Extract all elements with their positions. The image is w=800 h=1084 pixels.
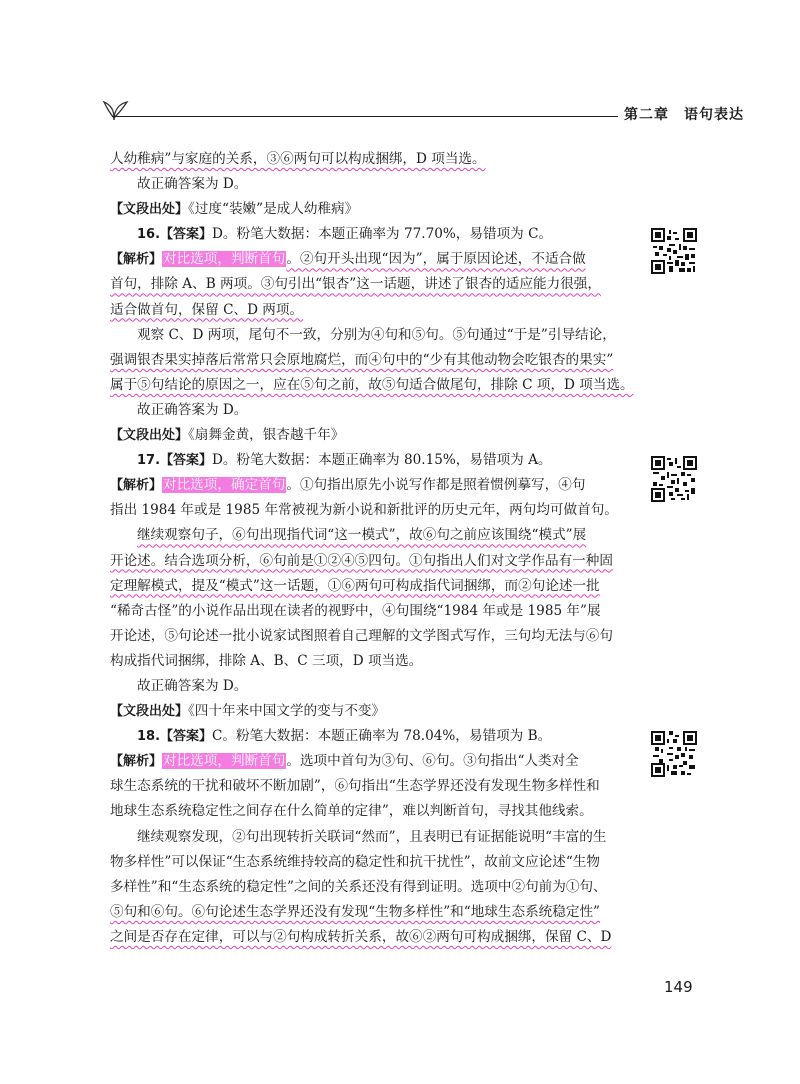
page-header <box>0 96 800 126</box>
text-line <box>110 850 640 875</box>
text-span: 。②句开头出现“因为”，属于原因论述，不适合做 <box>286 251 586 268</box>
text-line <box>110 624 640 649</box>
qr-code-icon[interactable] <box>651 228 697 274</box>
highlight-tag: 对比选项，判断首句 <box>163 753 286 770</box>
highlight-tag: 对比选项，判断首句 <box>163 251 286 268</box>
text-span: 构成指代词捆绑，排除 A、B、C 三项，D 项当选。 <box>110 652 423 669</box>
analysis-line <box>110 473 640 498</box>
source-title: 《扇舞金黄，银杏越千年》 <box>188 427 345 444</box>
text-line <box>110 549 640 574</box>
analysis-line <box>110 247 640 272</box>
text-span: 属于⑤句结论的原因之一，应在⑤句之前，故⑤句适合做尾句，排除 C 项，D 项当选。 <box>110 376 634 393</box>
text-line <box>110 825 640 850</box>
text-span: 。选项中首句为③句、⑥句。③句指出“人类对全 <box>286 753 579 770</box>
text-line <box>110 398 640 423</box>
text-span: 首句，排除 A、B 两项。③句引出“银杏”这一话题，讲述了银杏的适应能力很强， <box>110 276 601 293</box>
text-span: 适合做首句，保留 C、D 两项。 <box>110 301 304 318</box>
page-number: 149 <box>664 978 693 996</box>
text-span: 多样性”和“生态系统的稳定性”之间的关系还没有得到证明。选项中②句前为①句、 <box>110 878 607 895</box>
answer-label: 17.【答案】 <box>137 453 213 469</box>
text-span: 指出 1984 年或是 1985 年常被视为新小说和新批评的历史元年，两句均可做首句。 <box>110 502 618 519</box>
text-line <box>110 674 640 699</box>
text-line <box>110 272 640 297</box>
analysis-label: 【解析】 <box>110 478 163 494</box>
text-line <box>110 925 640 950</box>
analysis-label: 【解析】 <box>110 754 163 770</box>
qr-code-icon[interactable] <box>651 731 697 777</box>
answer-line <box>110 448 640 473</box>
source-line <box>110 699 640 724</box>
text-span: C。粉笔大数据：本题正确率为 78.04%，易错项为 B。 <box>212 728 552 745</box>
text-span: 人幼稚病”与家庭的关系，③⑥两句可以构成捆绑，D 项当选。 <box>110 151 486 167</box>
text-line <box>110 774 640 799</box>
text-line <box>110 298 640 323</box>
header-rule <box>112 116 618 117</box>
text-line <box>110 498 640 523</box>
solution-text <box>110 147 640 950</box>
answer-line <box>110 222 640 247</box>
text-span: 故正确答案为 D。 <box>137 401 248 418</box>
text-span: ⑤句和⑥句。⑥句论述生态学界还没有发现“生物多样性”和“地球生态系统稳定性” <box>110 903 600 920</box>
source-line <box>110 423 640 448</box>
source-label: 【文段出处】 <box>110 202 189 218</box>
text-line <box>110 799 640 824</box>
answer-label: 18.【答案】 <box>137 729 213 745</box>
source-line <box>110 197 640 222</box>
text-line <box>110 900 640 925</box>
text-line <box>110 172 640 197</box>
highlight-tag: 对比选项，确定首句 <box>163 477 286 494</box>
text-span: 之间是否存在定律，可以与②句构成转折关系，故⑥②两句可构成捆绑，保留 C、D <box>110 928 612 945</box>
source-label: 【文段出处】 <box>110 704 189 720</box>
text-span: 。①句指出原先小说写作都是照着惯例摹写，④句 <box>286 477 586 494</box>
text-line <box>110 523 640 548</box>
analysis-label: 【解析】 <box>110 252 163 268</box>
text-line <box>110 147 640 172</box>
text-span: 故正确答案为 D。 <box>137 677 248 694</box>
text-line <box>110 574 640 599</box>
text-line <box>110 875 640 900</box>
qr-code-icon[interactable] <box>651 456 697 502</box>
text-line <box>110 599 640 624</box>
text-span: 观察 C、D 两项，尾句不一致，分别为④句和⑤句。⑤句通过“于是”引导结论， <box>137 326 616 343</box>
text-span: 继续观察句子，⑥句出现指代词“这一模式”，故⑥句之前应该围绕“模式”展 <box>137 527 587 544</box>
text-line <box>110 373 640 398</box>
text-span: 物多样性”可以保证“生态系统维持较高的稳定性和抗干扰性”，故前文应论述“生物 <box>110 853 600 870</box>
text-span: 开论述，⑤句论述一批小说家试图照着自己理解的文学图式写作，三句均无法与⑥句 <box>110 627 613 644</box>
text-line <box>110 323 640 348</box>
answer-label: 16.【答案】 <box>137 227 213 243</box>
source-title: 《过度“装嫩”是成人幼稚病》 <box>188 201 359 218</box>
text-span: 开论述。结合选项分析，⑥句前是①②④⑤四句。①句指出人们对文学作品有一种固 <box>110 552 613 569</box>
text-span: “稀奇古怪”的小说作品出现在读者的视野中，④句围绕“1984 年或是 1985 年”展 <box>110 602 601 619</box>
source-title: 《四十年来中国文学的变与不变》 <box>188 703 386 720</box>
text-line <box>110 649 640 674</box>
text-span: 定理解模式，提及“模式”这一话题，①⑥两句可构成指代词捆绑，而②句论述一批 <box>110 577 600 594</box>
text-span: 继续观察发现，②句出现转折关联词“然而”，且表明已有证据能说明“丰富的生 <box>137 828 607 845</box>
answer-line <box>110 724 640 749</box>
text-span: D。粉笔大数据：本题正确率为 80.15%，易错项为 A。 <box>212 452 552 469</box>
source-label: 【文段出处】 <box>110 428 189 444</box>
text-span: 球生态系统的干扰和破坏不断加剧”，⑥句指出“生态学界还没有发现生物多样性和 <box>110 778 600 795</box>
text-line <box>110 348 640 373</box>
text-span: D。粉笔大数据：本题正确率为 77.70%，易错项为 C。 <box>212 226 553 243</box>
text-span: 地球生态系统稳定性之间存在什么简单的定律”，难以判断首句，寻找其他线索。 <box>110 803 593 820</box>
chapter-title: 第二章 语句表达 <box>624 107 744 123</box>
text-span: 强调银杏果实掉落后常常只会原地腐烂，而④句中的“少有其他动物会吃银杏的果实” <box>110 351 614 368</box>
analysis-line <box>110 749 640 774</box>
text-span: 故正确答案为 D。 <box>137 176 248 193</box>
